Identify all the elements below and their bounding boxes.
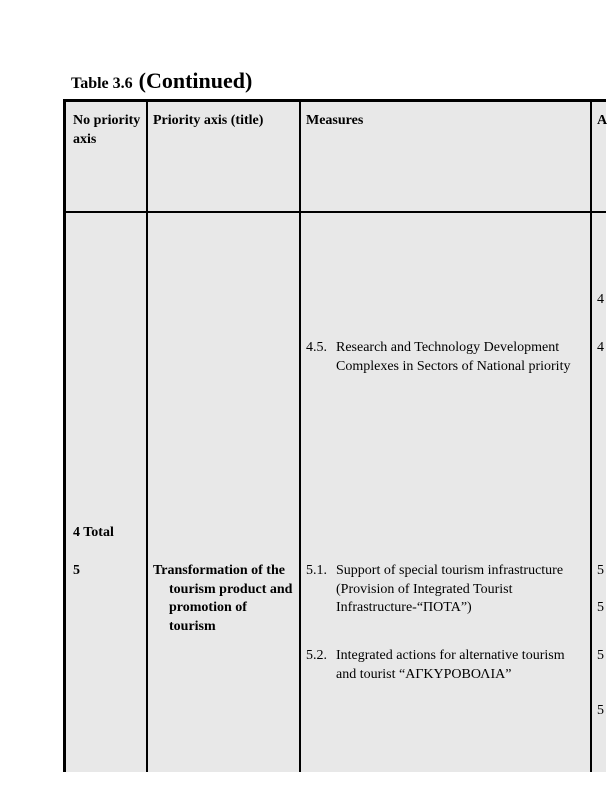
axis-4-total-label: 4 Total	[73, 525, 114, 540]
header-no-priority-axis: No priority axis	[73, 113, 141, 147]
cut-off-right-column-text: 4	[597, 340, 604, 355]
measure-text: Research and Technology Development Complexes in Sectors of National priority	[336, 340, 571, 374]
column-divider	[146, 102, 148, 772]
measure-number: 4.5.	[306, 340, 327, 355]
header-next-column-partial: A	[597, 113, 607, 128]
column-divider	[299, 102, 301, 772]
measure-number: 5.1.	[306, 563, 327, 578]
table-caption	[71, 68, 252, 94]
cut-off-right-column-text: 5	[597, 563, 604, 578]
cut-off-right-column-text: 5	[597, 600, 604, 615]
header-measures: Measures	[306, 113, 364, 128]
axis-5-title: Transformation of the tourism product and promotion of tourism	[153, 563, 293, 634]
column-divider	[590, 102, 592, 772]
measure-text: Integrated actions for alternative tourism and tourist “ΑΓΚΥΡΟΒΟΛΙΑ”	[336, 648, 565, 682]
header-divider	[66, 211, 606, 213]
measure-text: Support of special tourism infrastructure (Provision of Integrated Tourist Infrastructure-“ΠΟΤΑ”)	[336, 563, 564, 615]
cut-off-right-column-text: 4	[597, 292, 604, 307]
measure-number: 5.2.	[306, 648, 327, 663]
cut-off-right-column-text: 5	[597, 703, 604, 718]
axis-5-number: 5	[73, 563, 80, 578]
cut-off-right-column-text: 5	[597, 648, 604, 663]
priority-axis-table	[63, 99, 606, 772]
table-label: Table 3.6	[71, 75, 133, 92]
table-continued-label: (Continued)	[138, 68, 253, 93]
header-priority-axis-title: Priority axis (title)	[153, 113, 264, 128]
